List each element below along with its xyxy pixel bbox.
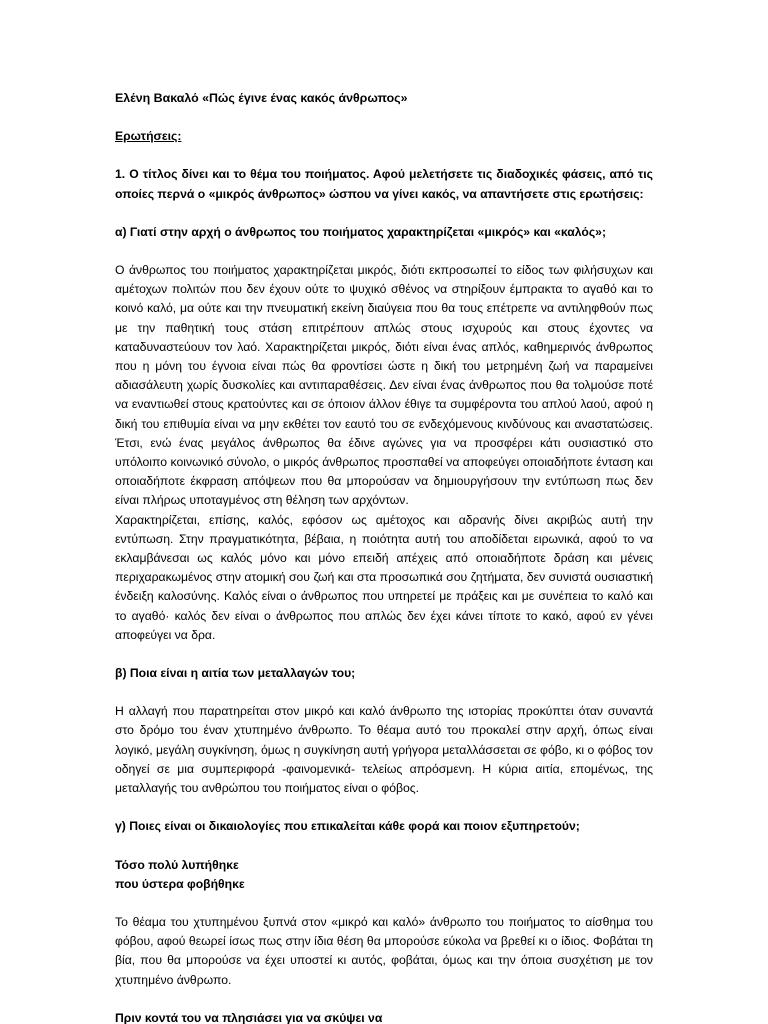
sub-question-a: α) Γιατί στην αρχή ο άνθρωπος του ποιήματος χαρακτηρίζεται «μικρός» και «καλός»;: [115, 224, 607, 239]
document-title: Ελένη Βακαλό «Πώς έγινε ένας κακός άνθρωπος»: [115, 91, 408, 105]
verse-line-2: που ύστερα φοβήθηκε: [115, 876, 245, 891]
sub-question-b: β) Ποια είναι η αιτία των μεταλλαγών του;: [115, 666, 356, 681]
sub-question-c: γ) Ποιες είναι οι δικαιολογίες που επικαλείται κάθε φορά και ποιον εξυπηρετούν;: [115, 819, 580, 834]
verse-line-1: Τόσο πολύ λυπήθηκε: [115, 857, 239, 872]
answer-b-paragraph: Η αλλαγή που παρατηρείται στον μικρό και καλό άνθρωπο της ιστορίας προκύπτει όταν συναντά στο δρόμο του έναν χτυπημένο άνθρωπο. Το θέαμα αυτό του προκαλεί στην αρχή, όπως είναι λογικό, μεγάλη συγκίνηση, όμως η συγκίνηση αυτή γρήγορα μεταλλάσσεται σε φόβο, κι ο φόβος τον οδηγεί σε μια συμπεριφορά -φαινομενικά- τελείως απρόσμενη. Η κύρια αιτία, επομένως, της μεταλλαγής του ανθρώπου του ποιήματος είναι ο φόβος.: [115, 704, 653, 796]
answer-c-paragraph: Το θέαμα του χτυπημένου ξυπνά στον «μικρό και καλό» άνθρωπο του ποιήματος το αίσθημα του φόβου, αφού θεωρεί ίσως πως στην ίδια θέση θα μπορούσε εύκολα να βρεθεί κι ο ίδιος. Φοβάται τη βία, που θα μπορούσε να έχει υποστεί κι αυτός, φοβάται, όμως και την όποια συσχέτιση με τον χτυπημένο άνθρωπο.: [115, 914, 653, 987]
trailing-verse: Πριν κοντά του να πλησιάσει για να σκύψει να: [115, 1010, 383, 1024]
question-1-intro: 1. Ο τίτλος δίνει και το θέμα του ποιήματος. Αφού μελετήσετε τις διαδοχικές φάσεις, από τις οποίες περνά ο «μικρός άνθρωπος» ώσπου να γίνει κακός, να απαντήσετε στις ερωτήσεις:: [115, 167, 653, 201]
quoted-verse: [115, 856, 653, 894]
questions-heading: Ερωτήσεις:: [115, 129, 182, 144]
answer-a-paragraph-1: Ο άνθρωπος του ποιήματος χαρακτηρίζεται μικρός, διότι εκπροσωπεί το είδος των φιλήσυχων και αμέτοχων πολιτών που δεν έχουν ούτε το ψυχικό σθένος να στηρίξουν έμπρακτα το αγαθό και το κοινό καλό, μα ούτε και την πνευματική εκείνη διαύγεια που θα τους επέτρεπε να αντιληφθούν πως με την παθητική τους στάση επιτρέπουν απλώς στους ισχυρούς και στους έχοντες να καταδυναστεύουν τον λαό. Χαρακτηρίζεται μικρός, διότι είναι ένας απλός, καθημερινός άνθρωπος που η μόνη του έγνοια είναι πώς θα φροντίσει ώστε η δική του μετρημένη ζωή να παραμείνει αδιασάλευτη χωρίς δυσκολίες και αντιπαραθέσεις. Δεν είναι ένας άνθρωπος που θα τολμούσε ποτέ να εναντιωθεί στους κρατούντες και σε όποιον άλλον έθιγε τα συμφέροντα του απλού λαού, αφού η δική του επιθυμία είναι να μην εκθέτει τον εαυτό του σε ενδεχόμενους κινδύνους και αναστατώσεις. Έτσι, ενώ ένας μεγάλος άνθρωπος θα έδινε αγώνες για να προσφέρει κάτι ουσιαστικό στο υπόλοιπο κοινωνικό σύνολο, ο μικρός άνθρωπος προσπαθεί να αποφεύγει οποιαδήποτε ένταση και οποιαδήποτε έκφραση απόψεων που θα μπορούσαν να δημιουργήσουν την εντύπωση πως δεν είναι πλήρως υποταγμένος στη θέληση των αρχόντων.: [115, 263, 653, 508]
answer-a-paragraph-2: Χαρακτηρίζεται, επίσης, καλός, εφόσον ως αμέτοχος και αδρανής δίνει ακριβώς αυτή την εντύπωση. Στην πραγματικότητα, βέβαια, η ποιότητα αυτή του αποδίδεται ειρωνικά, αφού το να εκλαμβάνεσαι ως καλός μόνο και μόνο επειδή απέχεις από οποιαδήποτε δράση και μένεις περιχαρακωμένος στην ατομική σου ζωή και στα προσωπικά σου ζητήματα, δεν συνιστά ουσιαστική ένδειξη καλοσύνης. Καλός είναι ο άνθρωπος που υπηρετεί με πράξεις και με συνέπεια το καλό και το αγαθό· καλός δεν είναι ο άνθρωπος που απλώς δεν έχει κάνει τίποτε το κακό, αφού εν γένει αποφεύγει να δρα.: [115, 512, 653, 642]
